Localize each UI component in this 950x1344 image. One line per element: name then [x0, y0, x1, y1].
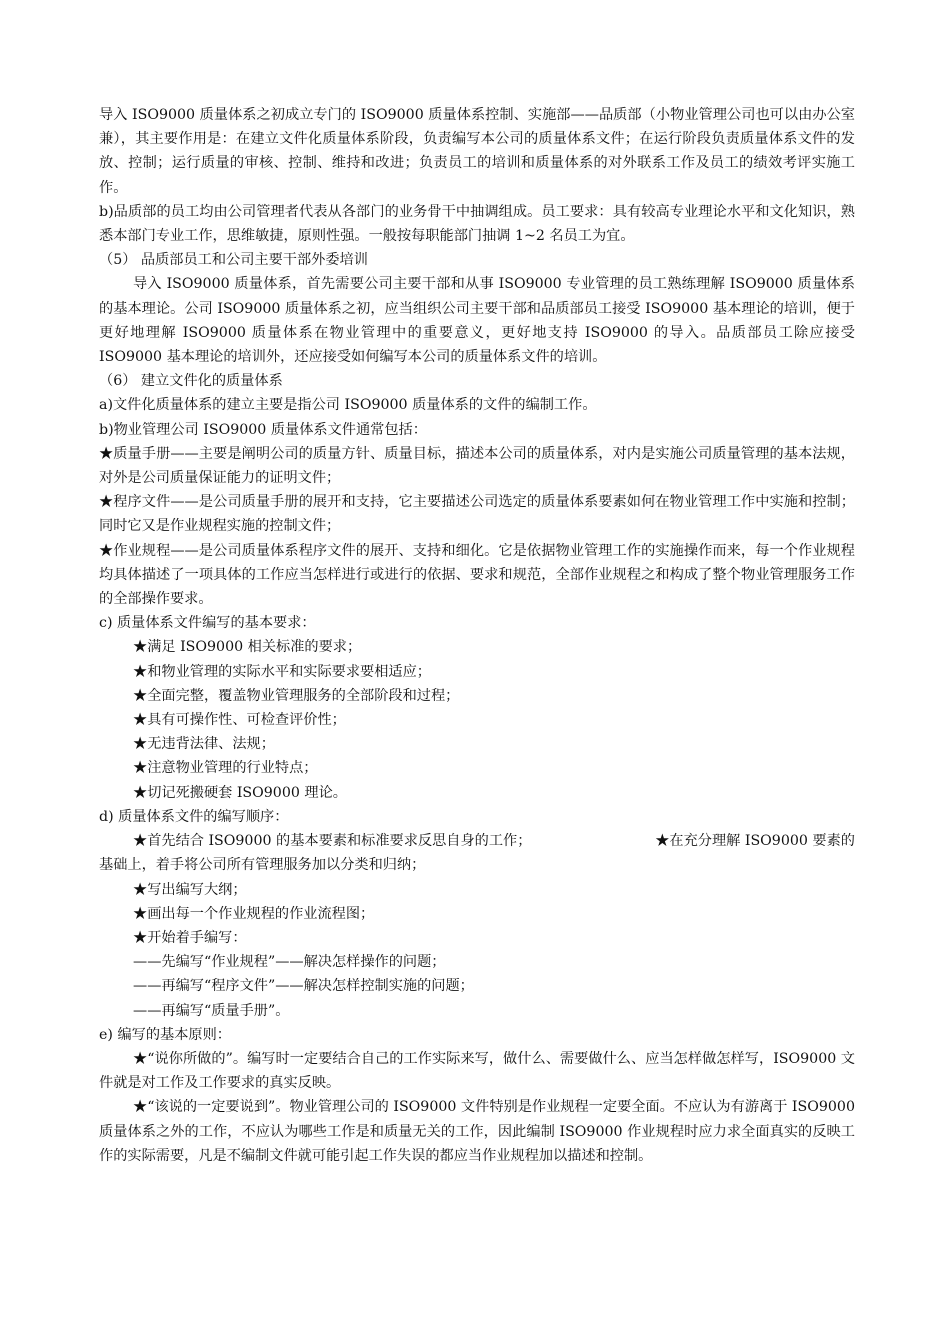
d-list-item: ★画出每一个作业规程的作业流程图； [133, 905, 375, 922]
item-d-heading: d) 质量体系文件的编写顺序： [99, 808, 289, 825]
c-list-item: ★无违背法律、法规； [133, 736, 275, 753]
paragraph-training: 导入 ISO9000 质量体系，首先需要公司主要干部和从事 ISO9000 专业管理的员工熟练理解 ISO9000 质量体系的基本理论。公司 ISO9000 质量体系之初，应当组织公司主要干部和品质部员工接受 ISO9000 基本理论的培训，便于更好地理解 ISO9000 质量体系在物业管理中的重要意义，更好地支持 ISO9000 的导入。品质部员工除应接受 ISO9000 基本理论的培训外，还应接受如何编写本公司的质量体系文件的培训。 [99, 276, 855, 366]
star-quality-manual: ★质量手册——主要是阐明公司的质量方针、质量目标，描述本公司的质量体系，对内是实施公司质量管理的基本法规，对外是公司质量保证能力的证明文件； [99, 445, 855, 487]
c-list-item: ★注意物业管理的行业特点； [133, 760, 318, 777]
document-body [99, 103, 855, 1168]
paragraph-b-staff: b)品质部的员工均由公司管理者代表从各部门的业务骨干中抽调组成。员工要求：具有较高专业理论水平和文化知识，熟悉本部门专业工作，思维敏捷，原则性强。一般按每职能部门抽调 1~2 名员工为宜。 [99, 203, 855, 245]
item-a: a)文件化质量体系的建立主要是指公司 ISO9000 质量体系的文件的编制工作。 [99, 397, 597, 414]
c-list-item: ★和物业管理的实际水平和实际要求要相适应； [133, 663, 431, 680]
d-list-item: ★开始着手编写： [133, 929, 247, 946]
d-first-line [99, 829, 855, 853]
c-list-item: ★满足 ISO9000 相关标准的要求； [133, 639, 362, 656]
e-principle-1: ★“说你所做的”。编写时一定要结合自己的工作实际来写，做什么、需要做什么、应当怎样做怎样写，ISO9000 文件就是对工作及工作要求的真实反映。 [99, 1050, 855, 1092]
heading-5: （5） 品质部员工和公司主要干部外委培训 [99, 252, 368, 269]
d-list-item: ——再编写“程序文件”——解决怎样控制实施的问题； [133, 978, 474, 995]
d-list-item: ——再编写“质量手册”。 [133, 1002, 290, 1019]
d-first-line-left: ★首先结合 ISO9000 的基本要素和标准要求反思自身的工作； [133, 833, 532, 850]
d-second-line: 基础上，着手将公司所有管理服务加以分类和归纳； [99, 857, 426, 874]
c-list-item: ★切记死搬硬套 ISO9000 理论。 [133, 784, 347, 801]
d-list-item: ★写出编写大纲； [133, 881, 247, 898]
star-procedure-docs: ★程序文件——是公司质量手册的展开和支持，它主要描述公司选定的质量体系要素如何在物业管理工作中实施和控制；同时它又是作业规程实施的控制文件； [99, 494, 855, 535]
item-b: b)物业管理公司 ISO9000 质量体系文件通常包括： [99, 421, 427, 438]
e-principle-2: ★“该说的一定要说到”。物业管理公司的 ISO9000 文件特别是作业规程一定要全面。不应认为有游离于 ISO9000 质量体系之外的工作，不应认为哪些工作是和质量无关的工作，因此编制 ISO9000 作业规程时应力求全面真实的反映工作的实际需要，凡是不编制文件就可能引起工作失误的都应当作业规程加以描述和控制。 [99, 1099, 855, 1164]
item-e-heading: e) 编写的基本原则： [99, 1026, 231, 1043]
d-first-line-right: ★在充分理解 ISO9000 要素的 [655, 833, 855, 850]
paragraph-quality-dept: 导入 ISO9000 质量体系之初成立专门的 ISO9000 质量体系控制、实施部——品质部（小物业管理公司也可以由办公室兼），其主要作用是：在建立文件化质量体系阶段，负责编写本公司的质量体系文件；在运行阶段负责质量体系文件的发放、控制；运行质量的审核、控制、维持和改进；负责员工的培训和质量体系的对外联系工作及员工的绩效考评实施工作。 [99, 107, 855, 196]
star-work-rules: ★作业规程——是公司质量体系程序文件的展开、支持和细化。它是依据物业管理工作的实施操作而来，每一个作业规程均具体描述了一项具体的工作应当怎样进行或进行的依据、要求和规范，全部作业规程之和构成了整个物业管理服务工作的全部操作要求。 [99, 542, 855, 608]
c-list-item: ★全面完整，覆盖物业管理服务的全部阶段和过程； [133, 687, 460, 704]
c-list-item: ★具有可操作性、可检查评价性； [133, 712, 346, 729]
item-c-heading: c) 质量体系文件编写的基本要求： [99, 615, 316, 632]
heading-6: （6） 建立文件化的质量体系 [99, 373, 283, 390]
d-list-item: ——先编写“作业规程”——解决怎样操作的问题； [133, 954, 446, 971]
